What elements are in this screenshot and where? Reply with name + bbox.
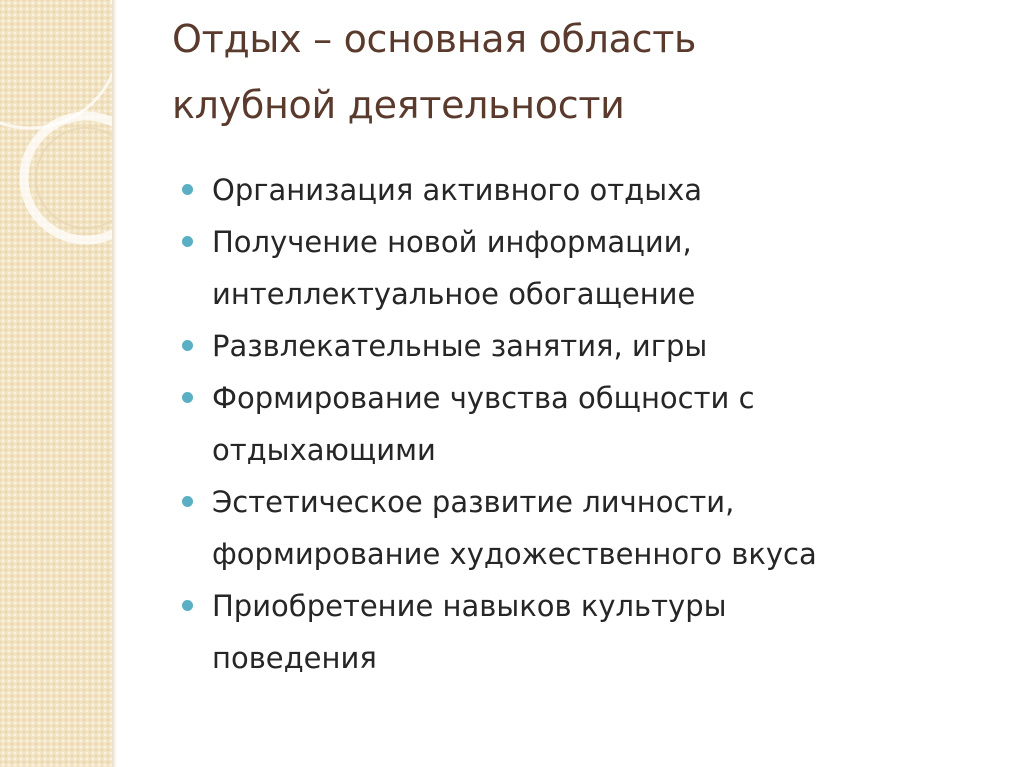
slide-title [172, 6, 972, 138]
bullet-text: Организация активного отдыха [212, 173, 703, 207]
bullet-text: Формирование чувства общности с [212, 381, 755, 415]
bullet-text-continued: формирование художественного вкуса [212, 537, 817, 571]
bullet-text: Эстетическое развитие личности, [212, 485, 735, 519]
bullet-text: Приобретение навыков культуры [212, 589, 727, 623]
bullet-text: Развлекательные занятия, игры [212, 329, 708, 363]
bullet-dot-icon [182, 340, 193, 351]
title-line-2: клубной деятельности [172, 83, 625, 127]
bullet-dot-icon [182, 600, 193, 611]
bullet-item [182, 476, 972, 580]
bullet-item [182, 580, 972, 684]
bullet-item [182, 164, 972, 216]
bullet-text-continued: поведения [212, 641, 377, 675]
decorative-circles [0, 0, 112, 330]
decorative-sidebar [0, 0, 112, 767]
title-line-1: Отдых – основная область [172, 17, 697, 61]
bullet-dot-icon [182, 496, 193, 507]
bullet-item [182, 320, 972, 372]
bullet-dot-icon [182, 236, 193, 247]
bullet-item [182, 216, 972, 320]
bullet-text: Получение новой информации, [212, 225, 692, 259]
bullet-item [182, 372, 972, 476]
bullet-dot-icon [182, 392, 193, 403]
bullet-list [182, 164, 972, 684]
bullet-text-continued: отдыхающими [212, 433, 436, 467]
sidebar-shadow [112, 0, 117, 767]
bullet-text-continued: интеллектуальное обогащение [212, 277, 696, 311]
bullet-dot-icon [182, 184, 193, 195]
